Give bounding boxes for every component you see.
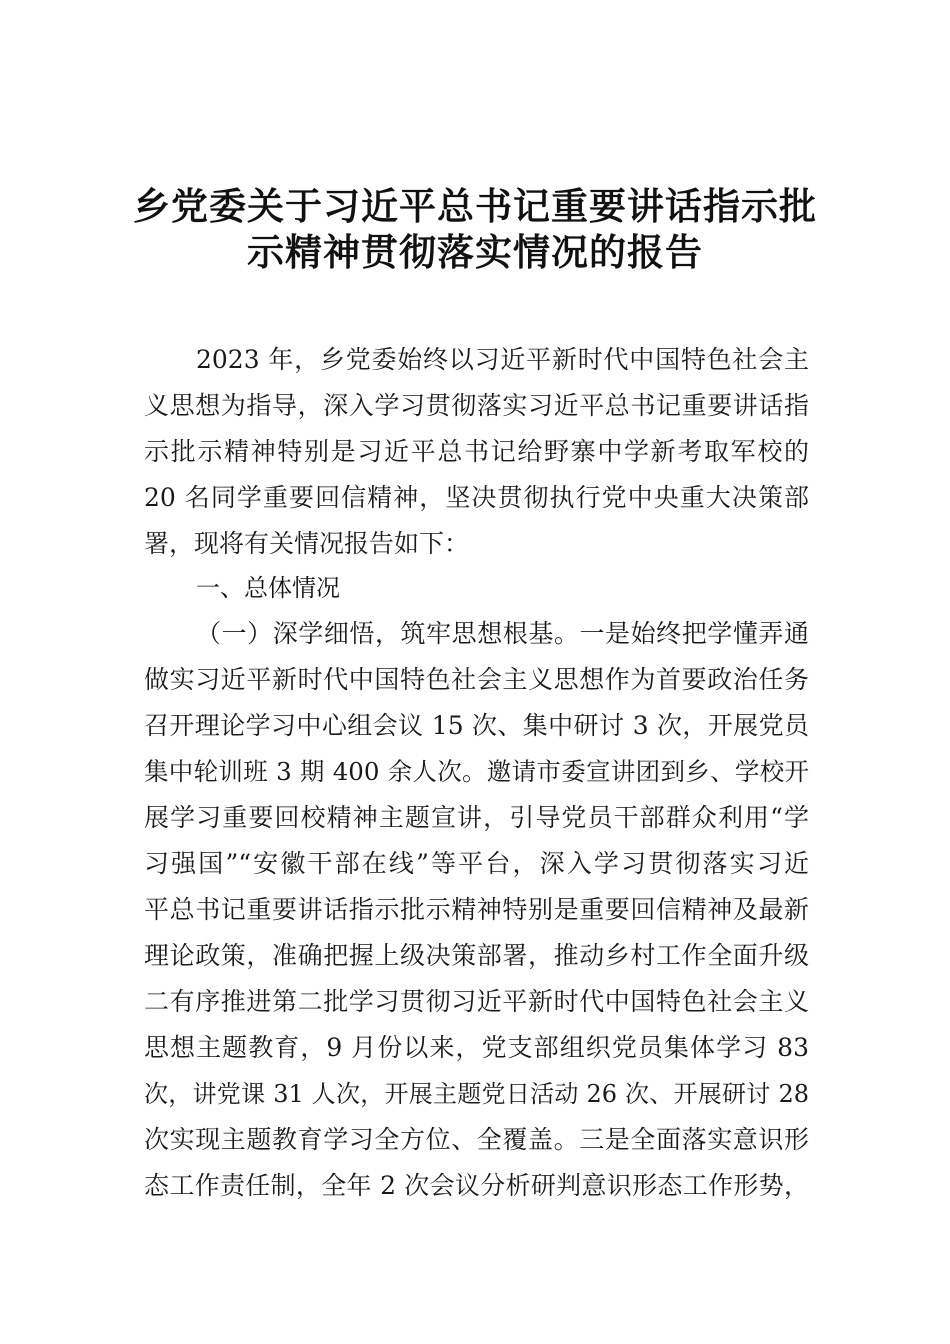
body-line: 次实现主题教育学习全方位、全覆盖。三是全面落实意识形 — [144, 1125, 809, 1154]
intro-line: 义思想为指导，深入学习贯彻落实习近平总书记重要讲话指 — [144, 391, 809, 420]
document-title-line-2: 示精神贯彻落实情况的报告 — [247, 231, 703, 274]
body-line: 展学习重要回校精神主题宣讲，引导党员干部群众利用“学 — [144, 803, 809, 832]
body-line: 次，讲党课 31 人次，开展主题党日活动 26 次、开展研讨 28 — [144, 1080, 809, 1108]
body-line: 习强国”“安徽干部在线”等平台，深入学习贯彻落实习近 — [144, 849, 809, 878]
body-line: 理论政策，准确把握上级决策部署，推动乡村工作全面升级 — [144, 941, 809, 970]
body-line: 二有序推进第二批学习贯彻习近平新时代中国特色社会主义 — [144, 987, 809, 1016]
intro-line: 2023 年，乡党委始终以习近平新时代中国特色社会主 — [196, 345, 809, 374]
intro-line: 署，现将有关情况报告如下： — [144, 529, 470, 558]
body-line: 态工作责任制，全年 2 次会议分析研判意识形态工作形势， — [144, 1171, 809, 1200]
body-line: 召开理论学习中心组会议 15 次、集中研讨 3 次，开展党员 — [144, 711, 809, 740]
document-title-line-1: 乡党委关于习近平总书记重要讲话指示批 — [133, 185, 817, 228]
intro-line: 示批示精神特别是习近平总书记给野寨中学新考取军校的 — [144, 437, 809, 466]
body-line: （一）深学细悟，筑牢思想根基。一是始终把学懂弄通 — [196, 619, 809, 648]
body-line: 思想主题教育，9 月份以来，党支部组织党员集体学习 83 — [144, 1033, 809, 1062]
intro-line: 20 名同学重要回信精神，坚决贯彻执行党中央重大决策部 — [144, 483, 809, 512]
body-line: 集中轮训班 3 期 400 余人次。邀请市委宣讲团到乡、学校开 — [144, 757, 809, 786]
section-heading: 一、总体情况 — [196, 574, 340, 602]
body-line: 平总书记重要讲话指示批示精神特别是重要回信精神及最新 — [144, 895, 809, 924]
body-line: 做实习近平新时代中国特色社会主义思想作为首要政治任务 — [144, 665, 809, 694]
